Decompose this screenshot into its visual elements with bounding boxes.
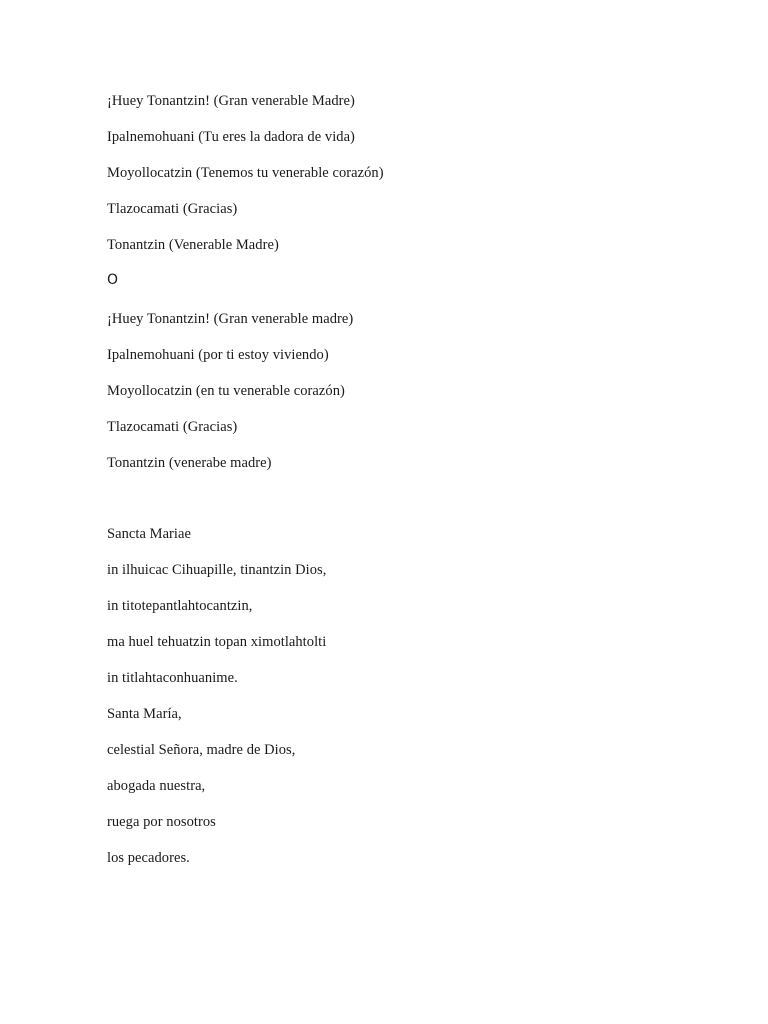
prayer1-line-4: Tlazocamati (Gracias) [107, 201, 238, 217]
prayer2-line-5: Tonantzin (venerabe madre) [107, 455, 272, 471]
prayer2-line-3: Moyollocatzin (en tu venerable corazón) [107, 383, 345, 399]
spanish-line-4: ruega por nosotros [107, 814, 216, 830]
spanish-line-5: los pecadores. [107, 850, 190, 866]
prayer1-line-1: ¡Huey Tonantzin! (Gran venerable Madre) [107, 93, 355, 109]
prayer1-line-2: Ipalnemohuani (Tu eres la dadora de vida) [107, 129, 355, 145]
prayer2-line-2: Ipalnemohuani (por ti estoy viviendo) [107, 347, 329, 363]
prayer2-line-4: Tlazocamati (Gracias) [107, 419, 238, 435]
spanish-line-3: abogada nuestra, [107, 778, 206, 794]
prayer1-line-3: Moyollocatzin (Tenemos tu venerable corazón) [107, 165, 384, 181]
nahuatl-line-1: Sancta Mariae [107, 526, 191, 542]
nahuatl-line-3: in titotepantlahtocantzin, [107, 598, 253, 614]
prayer2-line-1: ¡Huey Tonantzin! (Gran venerable madre) [107, 311, 354, 327]
spanish-line-1: Santa María, [107, 706, 182, 722]
nahuatl-line-4: ma huel tehuatzin topan ximotlahtolti [107, 634, 327, 650]
separator-o: O [107, 272, 119, 288]
prayer1-line-5: Tonantzin (Venerable Madre) [107, 237, 279, 253]
nahuatl-line-2: in ilhuicac Cihuapille, tinantzin Dios, [107, 562, 327, 578]
spanish-line-2: celestial Señora, madre de Dios, [107, 742, 296, 758]
nahuatl-line-5: in titlahtaconhuanime. [107, 670, 238, 686]
